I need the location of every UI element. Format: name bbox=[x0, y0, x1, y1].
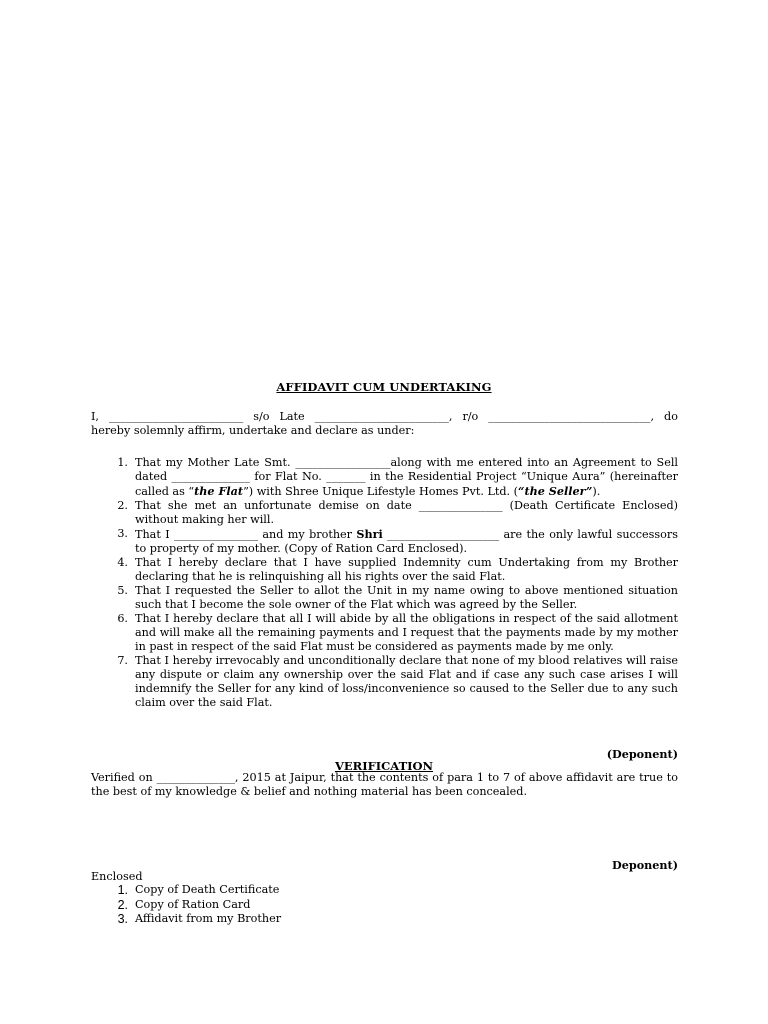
intro-word: do bbox=[664, 410, 678, 423]
deponent-signature-label-2: Deponent) bbox=[612, 858, 678, 872]
clause-text: That I hereby declare that all I will abide by all the obligations in respect of the said allotment and will make all the remaining payments and I request that the payments made by my mother in past in respect of the said Flat must be considered as payments made by me only. bbox=[135, 612, 678, 653]
clause-6 bbox=[91, 612, 678, 654]
enclosure-item bbox=[91, 883, 281, 898]
enclosure-text: Copy of Death Certificate bbox=[135, 883, 280, 896]
intro-word: I, bbox=[91, 410, 99, 423]
enclosure-number: 1. bbox=[117, 883, 128, 897]
clause-number: 6. bbox=[117, 612, 128, 625]
clause-text-part: ”) with Shree Unique Lifestyle Homes Pvt. Ltd. ( bbox=[243, 485, 519, 498]
clause-text bbox=[135, 527, 678, 556]
enclosure-number: 2. bbox=[117, 897, 128, 912]
clause-text: That I hereby declare that I have supplied Indemnity cum Undertaking from my Brother declaring that he is relinquishing all his rights over the said Flat. bbox=[135, 556, 678, 583]
clause-2 bbox=[91, 499, 678, 527]
blank-father-name: ________________________, bbox=[314, 410, 453, 423]
intro-word: Late bbox=[279, 410, 305, 423]
intro-line-1 bbox=[91, 410, 678, 424]
clause-3 bbox=[91, 527, 678, 556]
enclosure-item bbox=[91, 898, 281, 913]
intro-word: r/o bbox=[462, 410, 479, 423]
clauses-list bbox=[91, 456, 678, 710]
clause-text: That she met an unfortunate demise on date _______________ (Death Certificate Enclosed) without making her will. bbox=[135, 499, 678, 526]
clause-1 bbox=[91, 456, 678, 499]
clause-number: 5. bbox=[117, 584, 128, 597]
clause-number: 2. bbox=[117, 499, 128, 512]
clause-5 bbox=[91, 584, 678, 612]
clause-text-part: That my Mother Late Smt. _________________along with me entered into an Agreement to Sell dated ______________ for Flat No. _______ in the Residential Project “Unique Aura” (hereinafter called as “ bbox=[135, 456, 678, 498]
term-the-flat: the Flat bbox=[194, 484, 244, 498]
verification-paragraph: Verified on ______________, 2015 at Jaipur, that the contents of para 1 to 7 of above affidavit are true to the best of my knowledge & belief and nothing material has been concealed. bbox=[91, 771, 678, 798]
clause-number: 7. bbox=[117, 654, 128, 667]
clause-number: 4. bbox=[117, 556, 128, 569]
term-shri: Shri bbox=[356, 527, 383, 541]
clause-text-part: ). bbox=[592, 485, 601, 498]
clause-7 bbox=[91, 654, 678, 710]
enclosure-number: 3. bbox=[117, 912, 128, 926]
intro-paragraph bbox=[91, 410, 678, 438]
document-title: AFFIDAVIT CUM UNDERTAKING bbox=[276, 380, 492, 394]
clause-4 bbox=[91, 556, 678, 584]
clause-text: That I hereby irrevocably and unconditionally declare that none of my blood relatives will raise any dispute or claim any ownership over the said Flat and if case any such case arises I will indemnify the Seller for any kind of loss/inconvenience so caused to the Seller due to any such claim over the said Flat. bbox=[135, 654, 678, 709]
enclosure-text: Copy of Ration Card bbox=[135, 897, 251, 911]
blank-residence: _____________________________, bbox=[488, 410, 655, 423]
intro-line-2: hereby solemnly affirm, undertake and declare as under: bbox=[91, 424, 415, 437]
clause-number: 1. bbox=[117, 456, 128, 469]
clause-text: That I requested the Seller to allot the Unit in my name owing to above mentioned situation such that I become the sole owner of the Flat which was agreed by the Seller. bbox=[135, 584, 678, 611]
clause-text-part: ____________________ are the only lawful successors to property of my mother. (Copy of Ration Card Enclosed). bbox=[135, 528, 678, 555]
intro-word: s/o bbox=[253, 410, 270, 423]
clause-text bbox=[135, 456, 678, 499]
deponent-signature-label: (Deponent) bbox=[606, 747, 678, 761]
clause-number: 3. bbox=[117, 527, 128, 540]
term-the-seller: “the Seller” bbox=[518, 484, 593, 498]
clause-text-part: That I _______________ and my brother bbox=[135, 528, 357, 541]
enclosed-label: Enclosed bbox=[91, 870, 143, 883]
enclosures-list bbox=[91, 883, 281, 927]
verification-heading: VERIFICATION bbox=[334, 759, 434, 773]
enclosure-text: Affidavit from my Brother bbox=[135, 912, 282, 925]
enclosure-item bbox=[91, 912, 281, 927]
blank-name: ________________________ bbox=[108, 410, 244, 423]
